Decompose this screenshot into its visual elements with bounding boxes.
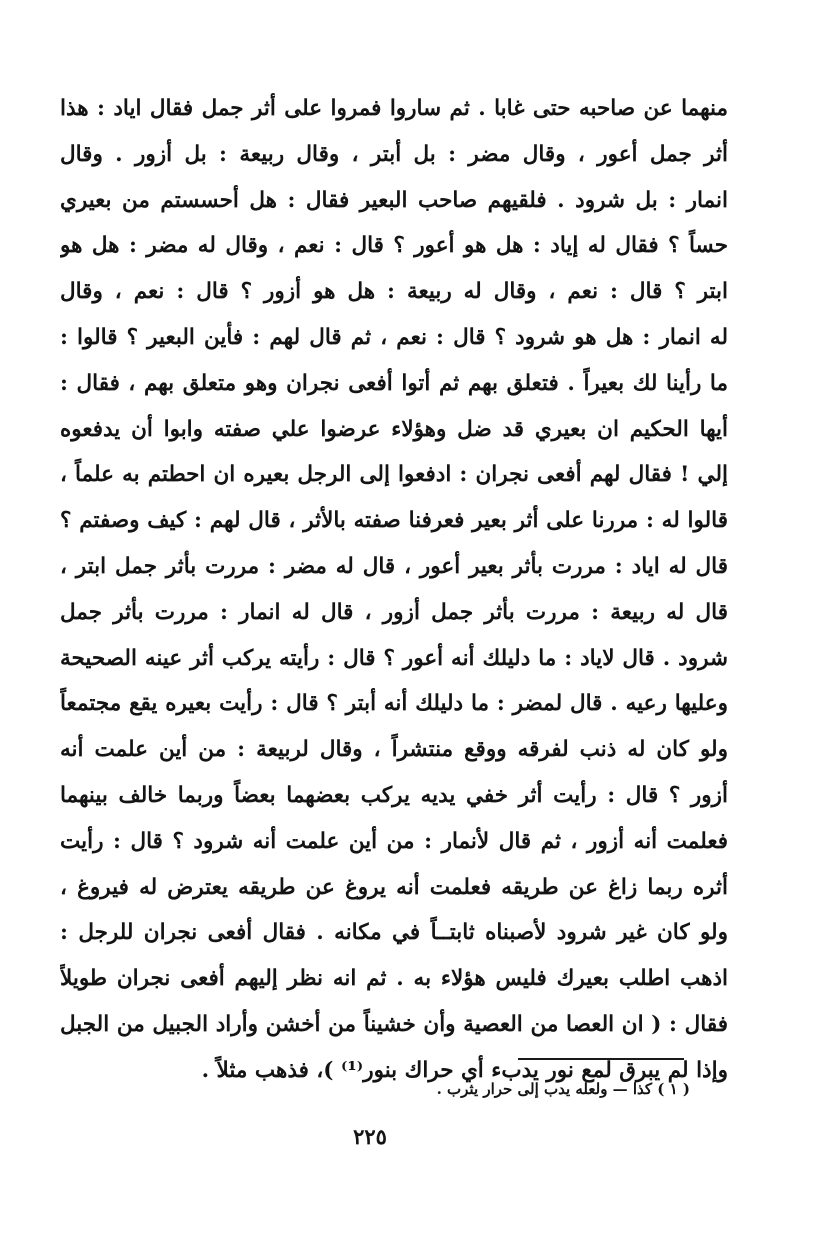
text-line: فقال : ( ان العصا من العصية وأن خشيناً من أخشن وأراد الجبيل من الجبل	[60, 1011, 728, 1037]
text-line: وعليها رعيه . قال لمضر : ما دليلك أنه أبتر ؟ قال : رأيت بعيره يقع مجتمعاً	[60, 691, 728, 717]
text-line: اذهب اطلب بعيرك فليس هؤلاء به . ثم انه نظر إليهم أفعى نجران طويلاً	[60, 966, 728, 992]
text-line: حساً ؟ فقال له إياد : هل هو أعور ؟ قال : نعم ، وقال له مضر : هل هو	[60, 233, 728, 259]
text-line: قال له اياد : مررت بأثر بعير أعور ، قال له مضر : مررت بأثر جمل ابتر ،	[60, 553, 728, 579]
text-line: ولو كان له ذنب لفرقه ووقع منتشراً ، وقال لربيعة : من أين علمت أنه	[60, 737, 728, 763]
text-line: له انمار : هل هو شرود ؟ قال : نعم ، ثم قال لهم : فأين البعير ؟ قالوا :	[60, 324, 728, 350]
text-line: قالوا له : مررنا على أثر بعير فعرفنا صفته بالأثر ، قال لهم : كيف وصفتم ؟	[60, 508, 728, 534]
text-line: قال له ربيعة : مررت بأثر جمل أزور ، قال له انمار : مررت بأثر جمل	[60, 599, 728, 625]
text-line: أثر جمل أعور ، وقال مضر : بل أبتر ، وقال ربيعة : بل أزور . وقال	[60, 141, 728, 167]
text-line: ابتر ؟ قال : نعم ، وقال له ربيعة : هل هو أزور ؟ قال : نعم ، وقال	[60, 279, 728, 305]
footnote-divider	[518, 1058, 684, 1060]
text-line: أزور ؟ قال : رأيت أثر خفي يديه يركب بعضهما بعضاً وربما خالف بينهما	[60, 782, 728, 808]
footnote: ( ١ ) كذا — ولعله يدب إلى حرار يثرب .	[436, 1080, 690, 1098]
text-line: انمار : بل شرود . فلقيهم صاحب البعير فقال : هل أحسستم من بعيري	[60, 187, 728, 213]
text-line: ولو كان غير شرود لأصبناه ثابتــاً في مكانه . فقال أفعى نجران للرجل :	[60, 920, 728, 946]
text-line: منهما عن صاحبه حتى غابا . ثم ساروا فمروا على أثر جمل فقال اياد : هذا	[60, 96, 728, 121]
text-line: أثره ربما زاغ عن طريقه فعلمت أنه يروغ عن طريقه يعترض له فيروغ ،	[60, 874, 728, 900]
body-text	[60, 86, 728, 1094]
text-line: إلي ! فقال لهم أفعى نجران : ادفعوا إلى الرجل بعيره ان احطتم به علماً ،	[60, 462, 728, 488]
text-line: وإذا لم يبرق لمع نور يدبء أي حراك بنور⁽¹⁾ )، فذهب مثلاً .	[201, 1057, 728, 1083]
text-line: شرود . قال لاياد : ما دليلك أنه أعور ؟ قال : رأيته يركب أثر عينه الصحيحة	[60, 645, 728, 671]
page-number: ٢٢٥	[353, 1124, 387, 1149]
text-line: فعلمت أنه أزور ، ثم قال لأنمار : من أين علمت أنه شرود ؟ قال : رأيت	[60, 828, 728, 854]
text-line: أيها الحكيم ان بعيري قد ضل وهؤلاء عرضوا علي صفته وابوا أن يدفعوه	[60, 416, 728, 442]
text-line: ما رأينا لك بعيراً . فتعلق بهم ثم أتوا أفعى نجران وهو متعلق بهم ، فقال :	[60, 370, 728, 396]
